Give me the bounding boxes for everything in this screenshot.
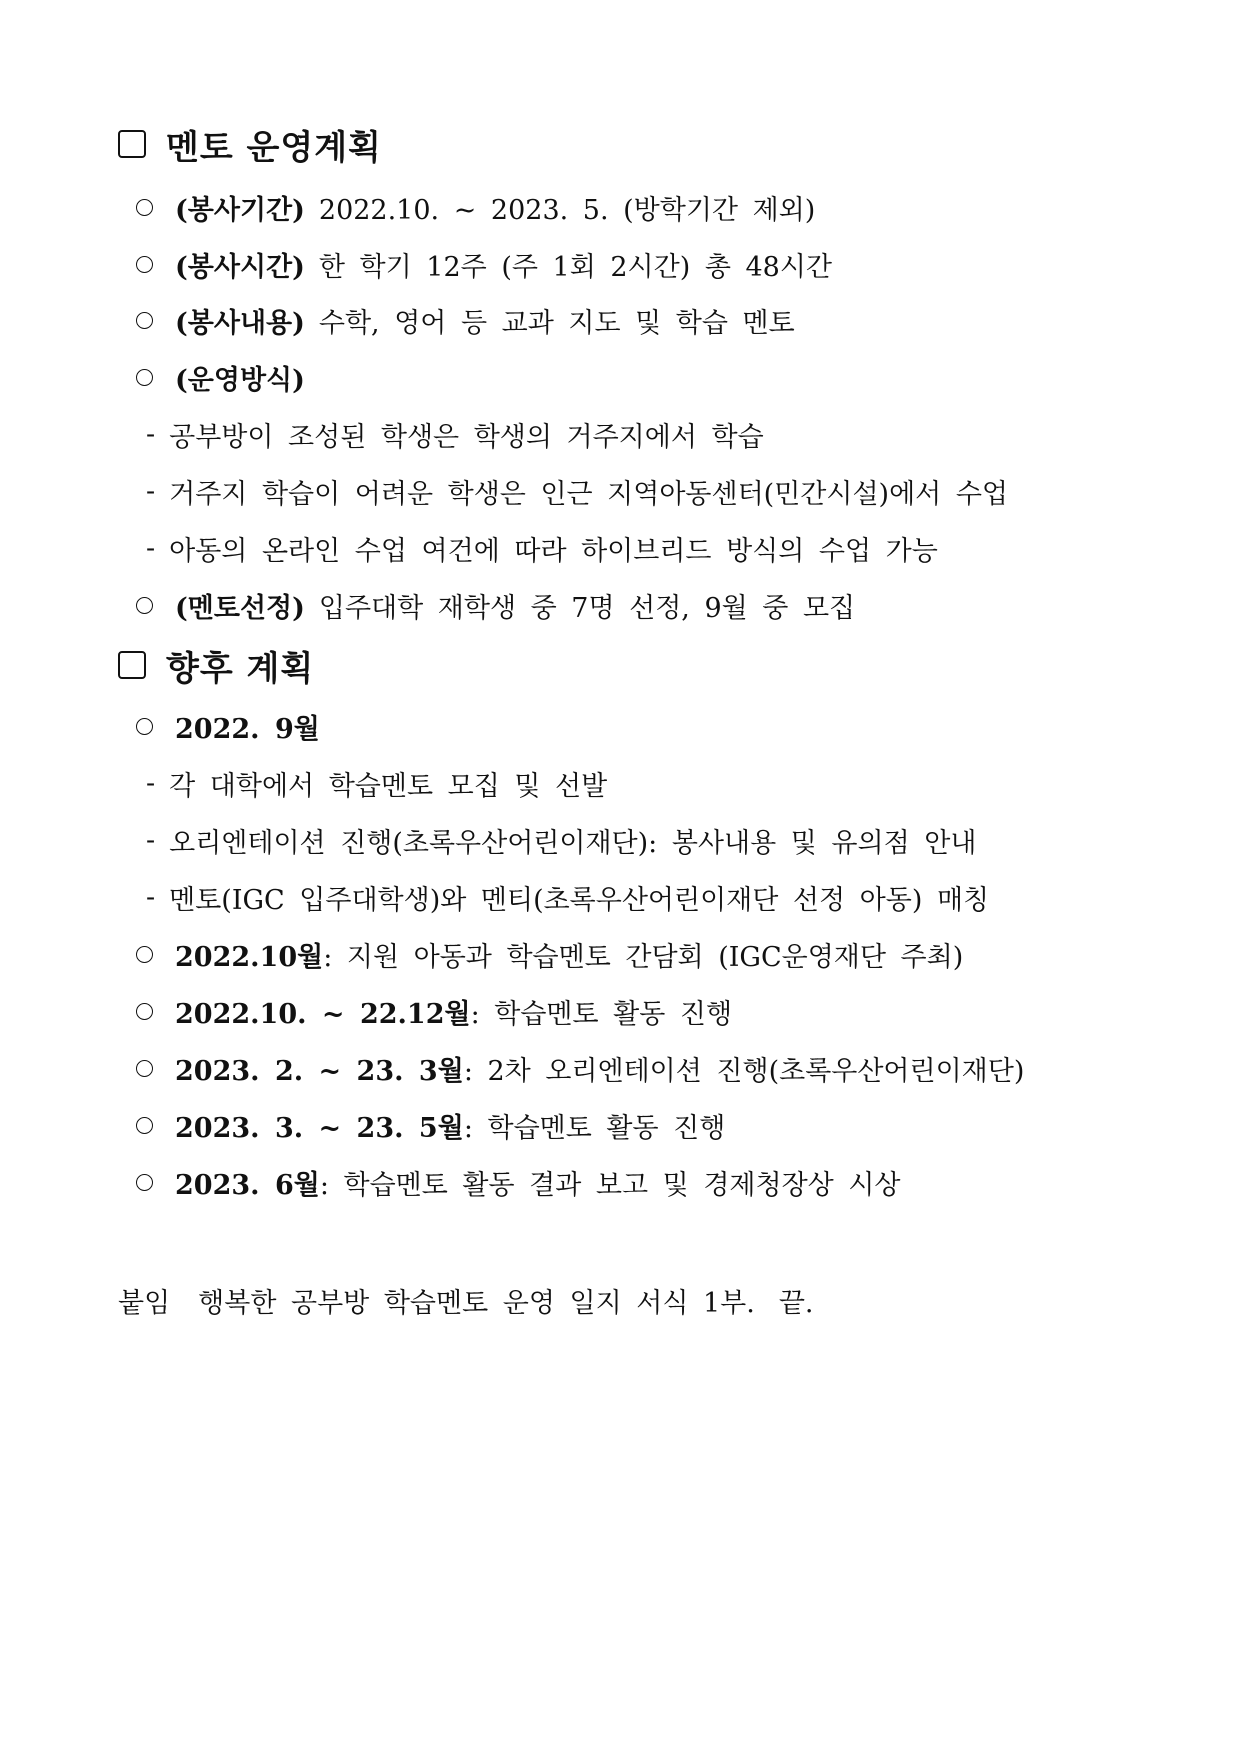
circle-bullet-icon (136, 597, 153, 614)
sub-item (146, 528, 938, 568)
attachment-label: 붙임 (118, 1287, 171, 1319)
sub-item-text: 멘토(IGC 입주대학생)와 멘티(초록우산어린이재단 선정 아동) 매칭 (169, 884, 990, 916)
list-item-service-period (136, 187, 815, 227)
item-label: (운영방식) (175, 364, 305, 396)
item-text: 입주대학 재학생 중 7명 선정, 9월 중 모집 (318, 592, 856, 624)
sub-item (146, 877, 989, 917)
list-item-service-hours (136, 244, 832, 284)
sub-item-text: 아동의 온라인 수업 여건에 따라 하이브리드 방식의 수업 가능 (169, 535, 938, 567)
checkbox-square-icon (118, 651, 146, 679)
circle-bullet-icon (136, 946, 153, 963)
circle-bullet-icon (136, 199, 153, 216)
section-heading-mentor-plan (118, 120, 382, 168)
item-text: 2022.10. ~ 2023. 5. (방학기간 제외) (318, 194, 816, 226)
sub-item (146, 820, 976, 860)
item-text: : 학습멘토 활동 진행 (470, 998, 733, 1030)
sub-item-text: 공부방이 조성된 학생은 학생의 거주지에서 학습 (169, 421, 764, 453)
section-heading-future-plan (118, 641, 314, 689)
list-item-operation-method (136, 357, 319, 397)
item-label: 2023. 2. ~ 23. 3월 (175, 1055, 464, 1087)
attachment-line (118, 1280, 814, 1320)
sub-item-text: 오리엔테이션 진행(초록우산어린이재단): 봉사내용 및 유의점 안내 (169, 827, 977, 859)
list-item-schedule (136, 1162, 900, 1202)
dash-bullet: - (146, 767, 156, 799)
sub-item (146, 763, 607, 803)
circle-bullet-icon (136, 312, 153, 329)
list-item-schedule (136, 934, 963, 974)
item-text: : 학습멘토 활동 결과 보고 및 경제청장상 시상 (319, 1169, 901, 1201)
list-item-service-content (136, 300, 795, 340)
item-text: 한 학기 12주 (주 1회 2시간) 총 48시간 (318, 251, 833, 283)
section-title: 멘토 운영계획 (166, 127, 382, 168)
sub-item-text: 각 대학에서 학습멘토 모집 및 선발 (169, 770, 608, 802)
item-label: (봉사시간) (175, 251, 305, 283)
item-text: 수학, 영어 등 교과 지도 및 학습 멘토 (318, 307, 795, 339)
circle-bullet-icon (136, 1117, 153, 1134)
item-label: 2023. 6월 (175, 1169, 320, 1201)
item-text: : 지원 아동과 학습멘토 간담회 (IGC운영재단 주최) (323, 941, 964, 973)
item-label: 2022.10월 (175, 941, 324, 973)
list-item-schedule (136, 1105, 725, 1145)
item-label: 2022. 9월 (175, 713, 320, 745)
dash-bullet: - (146, 881, 156, 913)
circle-bullet-icon (136, 1174, 153, 1191)
item-label: 2023. 3. ~ 23. 5월 (175, 1112, 464, 1144)
sub-item (146, 471, 1008, 511)
attachment-text: 행복한 공부방 학습멘토 운영 일지 서식 1부. (198, 1287, 755, 1319)
sub-item-text: 거주지 학습이 어려운 학생은 인근 지역아동센터(민간시설)에서 수업 (169, 478, 1008, 510)
list-item-mentor-selection (136, 585, 855, 625)
attachment-end: 끝. (778, 1287, 814, 1319)
dash-bullet: - (146, 824, 156, 856)
circle-bullet-icon (136, 369, 153, 386)
item-label: (멘토선정) (175, 592, 305, 624)
item-text: : 2차 오리엔테이션 진행(초록우산어린이재단) (463, 1055, 1025, 1087)
list-item-schedule (136, 1048, 1024, 1088)
circle-bullet-icon (136, 256, 153, 273)
checkbox-square-icon (118, 130, 146, 158)
section-title: 향후 계획 (166, 648, 315, 689)
sub-item (146, 414, 764, 454)
item-label: 2022.10. ~ 22.12월 (175, 998, 471, 1030)
item-label: (봉사내용) (175, 307, 305, 339)
item-label: (봉사기간) (175, 194, 305, 226)
circle-bullet-icon (136, 718, 153, 735)
list-item-schedule (136, 991, 732, 1031)
list-item-schedule (136, 706, 334, 746)
dash-bullet: - (146, 418, 156, 450)
circle-bullet-icon (136, 1003, 153, 1020)
dash-bullet: - (146, 532, 156, 564)
item-text: : 학습멘토 활동 진행 (463, 1112, 726, 1144)
circle-bullet-icon (136, 1060, 153, 1077)
dash-bullet: - (146, 475, 156, 507)
